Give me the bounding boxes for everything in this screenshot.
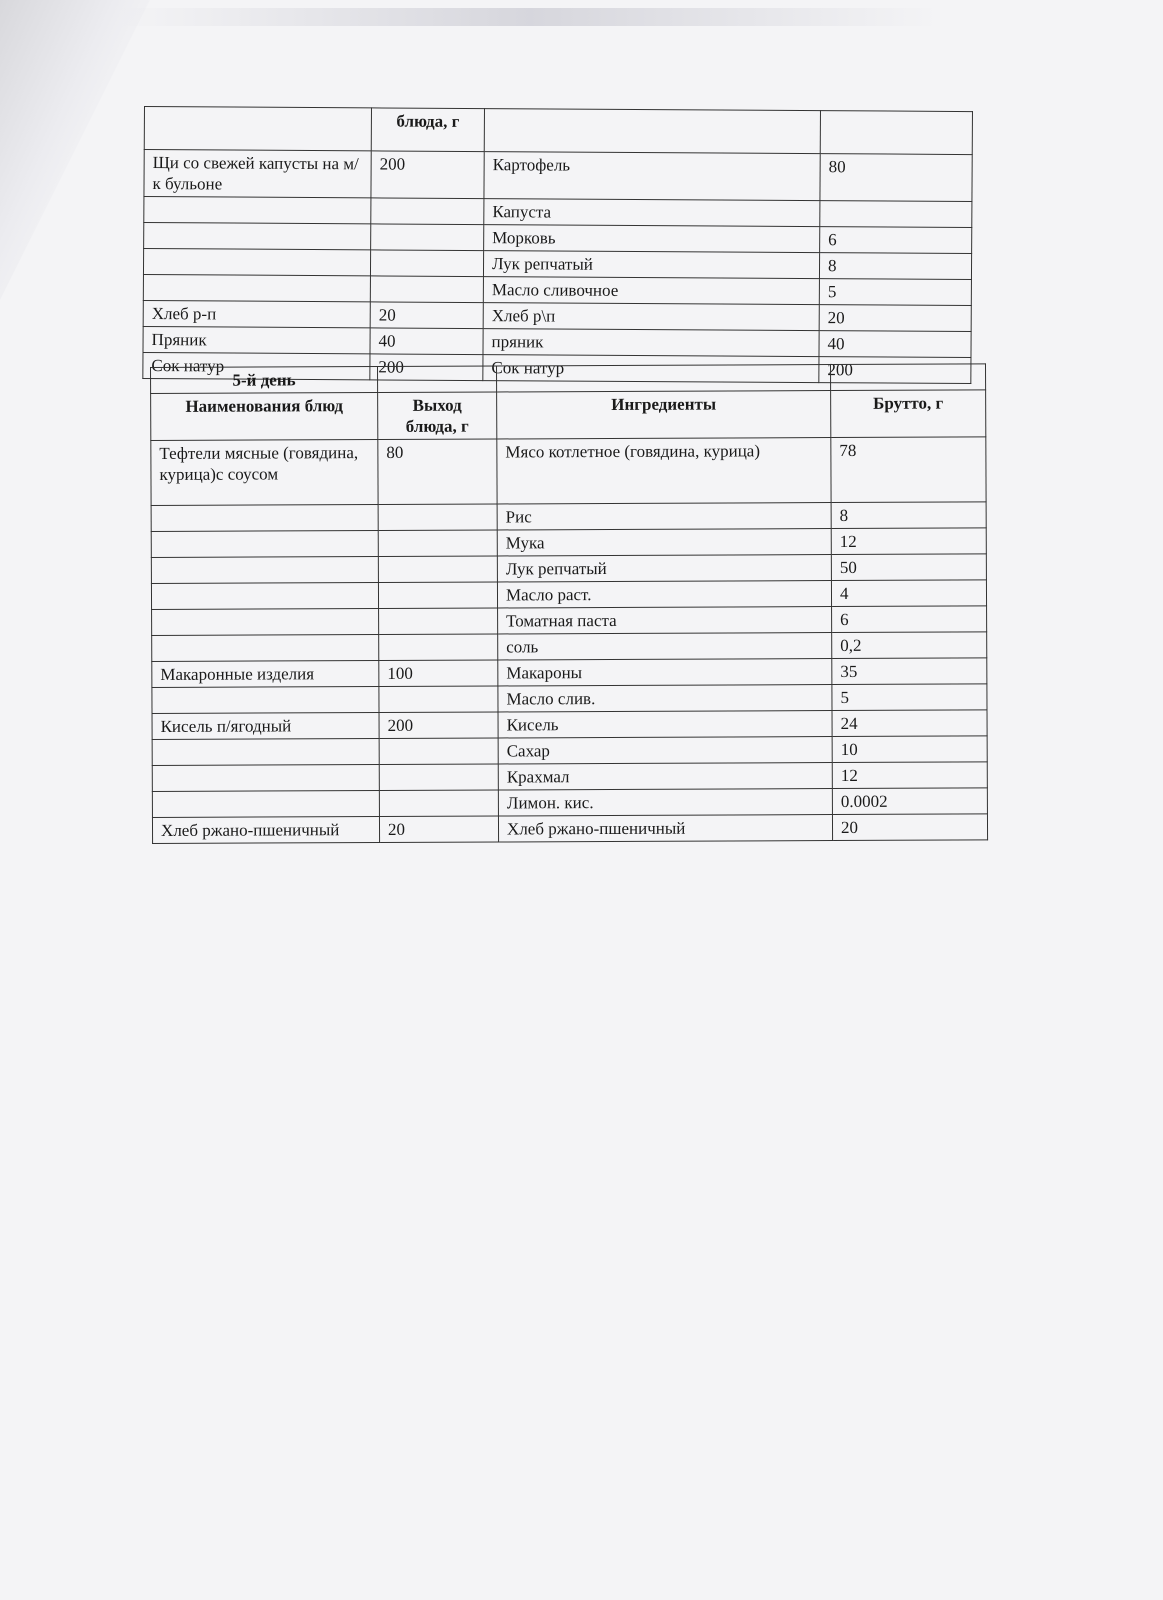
day-title-row [151,364,986,394]
ingredient-cell: Масло сливочное [483,277,819,305]
dish-name-cell [143,274,370,301]
dish-name-cell: Тефтели мясные (говядина, курица)с соусом [151,440,378,506]
dish-name-cell [151,583,378,610]
header-yield: Выход блюда, г [378,392,497,440]
table-row [152,632,987,662]
gross-weight-cell: 80 [820,154,972,202]
dish-name-cell [152,687,379,714]
gross-weight-cell: 12 [831,528,986,555]
yield-cell: 200 [379,712,498,739]
table-row [152,788,987,818]
gross-weight-cell: 4 [831,580,986,607]
gross-weight-cell: 8 [819,253,971,280]
gross-weight-cell: 20 [832,814,987,841]
ingredient-cell: Мясо котлетное (говядина, курица) [497,438,831,504]
dish-name-cell: Хлеб ржано-пшеничный [152,817,379,844]
table-row [151,502,986,532]
dish-name-cell [151,531,378,558]
yield-cell: 80 [378,439,497,505]
dish-name-cell [152,739,379,766]
header-gross-weight: Брутто, г [831,390,986,438]
dish-name-cell: Макаронные изделия [152,661,379,688]
yield-cell [379,738,498,765]
table-row [152,710,987,740]
dish-name-cell [144,197,371,224]
ingredient-cell: Масло слив. [498,685,832,712]
gross-weight-cell: 0,2 [832,632,987,659]
gross-weight-cell: 20 [819,305,971,332]
ingredient-cell: Капуста [484,199,820,227]
gross-weight-cell: 5 [819,279,971,306]
ingredient-cell: пряник [483,329,819,357]
yield-cell [379,790,498,817]
header-cell: блюда, г [371,108,484,152]
dish-name-cell [152,609,379,636]
table-row [151,528,986,558]
ingredient-cell: Хлеб р\п [483,303,819,331]
ingredient-cell: Морковь [484,225,820,253]
yield-cell [371,224,484,251]
dish-name-cell: Кисель п/ягодный [152,713,379,740]
yield-cell: 200 [371,151,484,199]
table-header-row [144,107,972,155]
ingredient-cell: Лук репчатый [497,555,831,582]
yield-cell [378,504,497,531]
ingredient-cell: Мука [497,529,831,556]
gross-weight-cell: 6 [832,606,987,633]
ingredient-cell: Крахмал [498,763,832,790]
gross-weight-cell: 40 [819,331,971,358]
yield-cell [371,198,484,225]
day-title: 5-й день [151,367,378,394]
dish-name-cell: Пряник [143,326,370,353]
gross-weight-cell: 12 [832,762,987,789]
yield-cell [378,582,497,609]
gross-weight-cell: 200 [819,357,971,384]
yield-cell [378,530,497,557]
ingredient-cell: Картофель [484,152,820,201]
yield-cell [379,764,498,791]
gross-weight-cell: 5 [832,684,987,711]
table-row [152,814,987,844]
dish-name-cell [152,791,379,818]
dish-name-cell [143,249,370,276]
dish-name-cell [151,505,378,532]
yield-cell: 40 [370,328,483,355]
gross-weight-cell: 6 [820,227,972,254]
dish-name-cell: Щи со свежей капусты на м/к бульоне [144,150,371,198]
yield-cell [378,556,497,583]
gross-weight-cell: 10 [832,736,987,763]
yield-cell: 20 [379,816,498,843]
ingredient-cell: Лук репчатый [483,251,819,279]
ingredient-cell: Кисель [498,711,832,738]
gross-weight-cell: 50 [831,554,986,581]
dish-name-cell [151,557,378,584]
header-cell [144,107,371,151]
table-row [152,658,987,688]
yield-cell [370,250,483,277]
gross-weight-cell: 35 [832,658,987,685]
table-row [151,437,986,506]
dish-name-cell: Сок натур [143,352,370,379]
yield-cell: 200 [370,354,483,381]
empty-cell [378,366,497,393]
dish-name-cell [152,635,379,662]
header-cell [820,111,972,155]
dish-name-cell [144,223,371,250]
yield-cell [379,686,498,713]
empty-cell [830,364,985,391]
ingredient-cell: Макароны [498,659,832,686]
ingredient-cell: Сок натур [483,355,819,383]
table-row [152,762,987,792]
table-row [144,150,972,202]
gross-weight-cell: 24 [832,710,987,737]
empty-cell [496,365,830,392]
menu-table-day5 [150,363,988,844]
table-header-row [151,390,986,441]
header-cell [484,109,820,154]
menu-table-continued [142,106,973,384]
header-dish-name: Наименования блюд [151,393,378,441]
table-row [152,736,987,766]
scan-top-strip [120,8,940,26]
ingredient-cell: Хлеб ржано-пшеничный [498,815,832,842]
yield-cell [379,608,498,635]
scan-page-corner [0,0,150,300]
yield-cell: 20 [370,302,483,329]
header-ingredients: Ингредиенты [497,391,831,439]
ingredient-cell: Томатная паста [498,607,832,634]
gross-weight-cell [820,201,972,228]
ingredient-cell: Рис [497,503,831,530]
table-row [152,606,987,636]
table-row [151,580,986,610]
dish-name-cell [152,765,379,792]
dish-name-cell: Хлеб р-п [143,300,370,327]
gross-weight-cell: 8 [831,502,986,529]
ingredient-cell: соль [498,633,832,660]
yield-cell [370,276,483,303]
table-row [152,684,987,714]
gross-weight-cell: 0.0002 [832,788,987,815]
yield-cell [379,634,498,661]
ingredient-cell: Лимон. кис. [498,789,832,816]
gross-weight-cell: 78 [831,437,986,503]
ingredient-cell: Масло раст. [497,581,831,608]
table-row [151,554,986,584]
yield-cell: 100 [379,660,498,687]
ingredient-cell: Сахар [498,737,832,764]
